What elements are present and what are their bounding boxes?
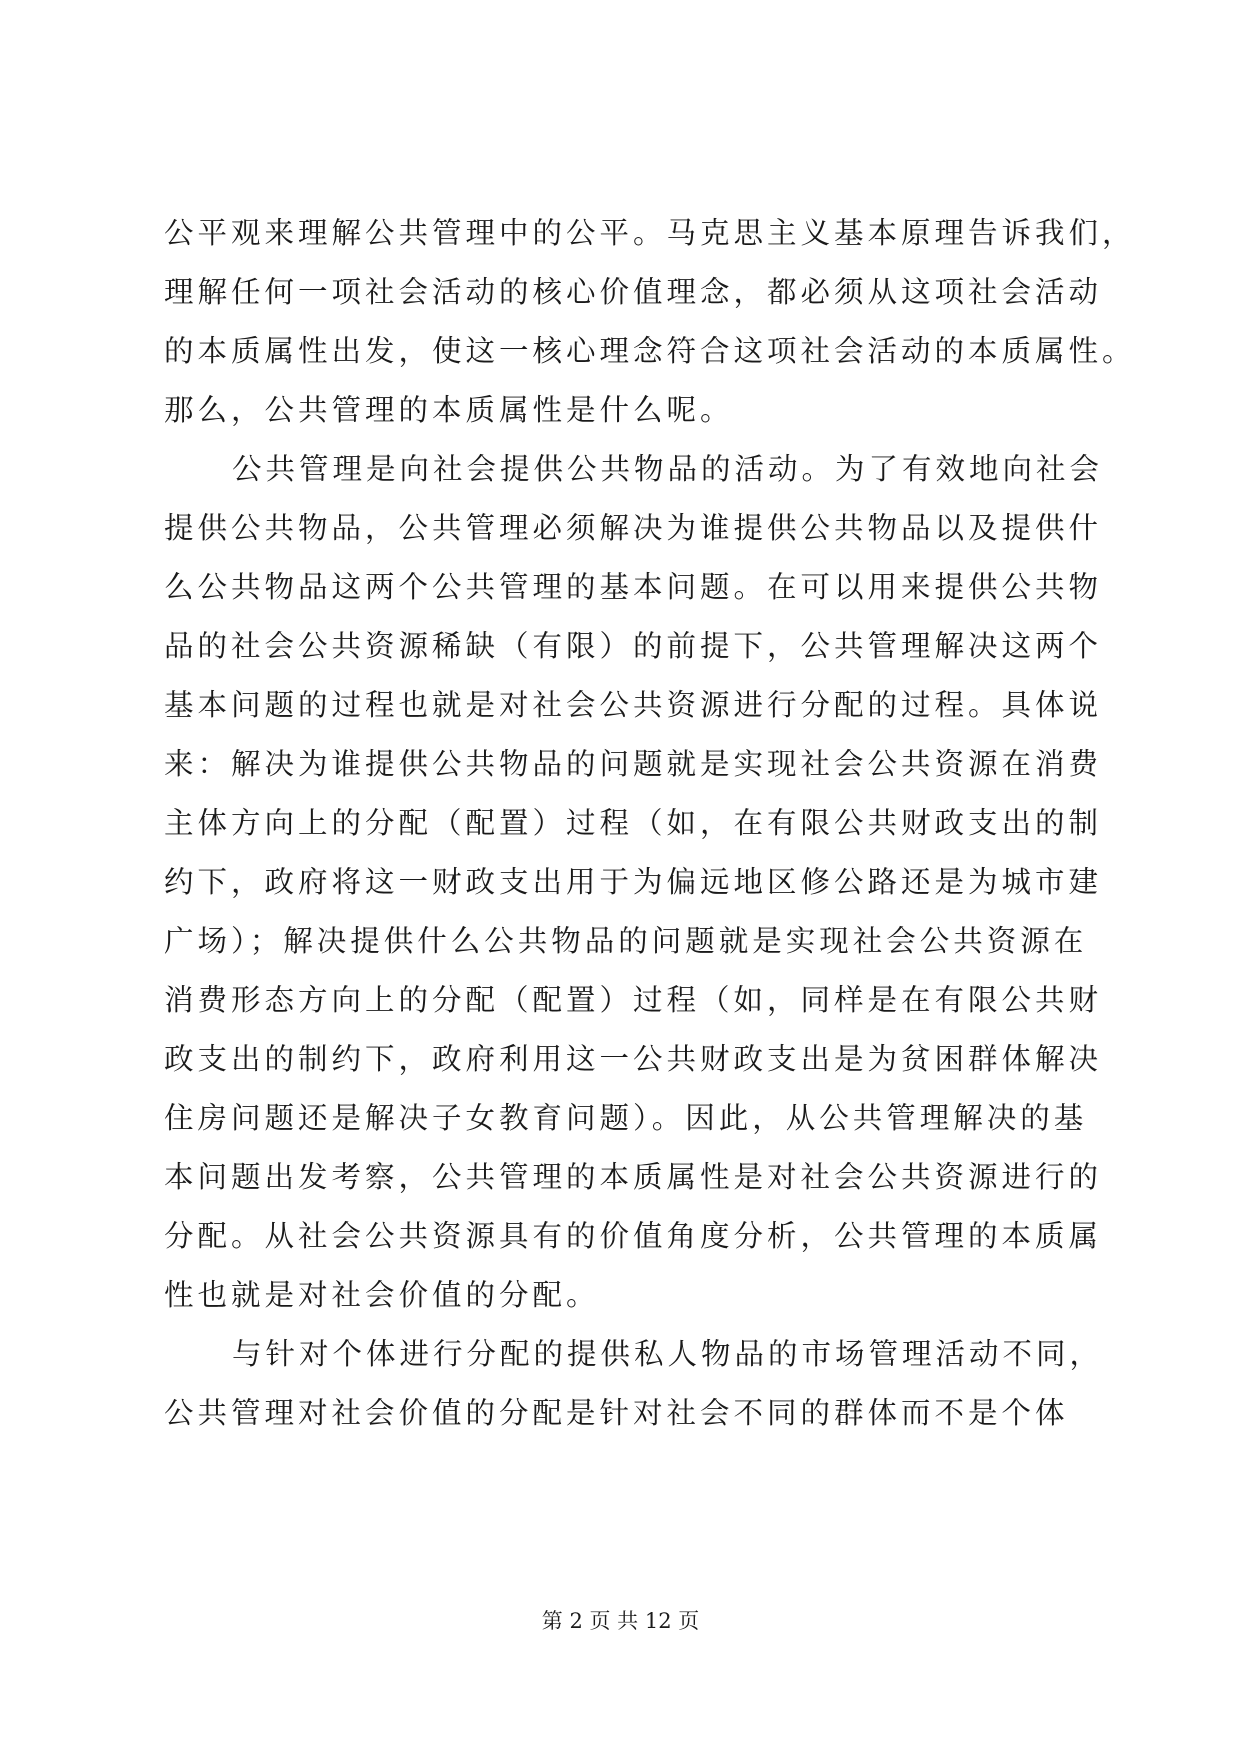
text-line: 住房问题还是解决子女教育问题）。因此，从公共管理解决的基 (164, 1101, 1088, 1135)
text-line: 来：解决为谁提供公共物品的问题就是实现社会公共资源在消费 (164, 747, 1103, 781)
text-line: 理解任何一项社会活动的核心价值理念，都必须从这项社会活动 (164, 275, 1103, 309)
text-line: 分配。从社会公共资源具有的价值角度分析，公共管理的本质属 (164, 1219, 1103, 1253)
text-line: 的本质属性出发，使这一核心理念符合这项社会活动的本质属性。 (164, 334, 1136, 368)
body-text (164, 204, 1136, 1443)
text-line: 广场）；解决提供什么公共物品的问题就是实现社会公共资源在 (164, 924, 1088, 958)
text-line: 性也就是对社会价值的分配。 (164, 1278, 600, 1312)
text-line: 品的社会公共资源稀缺（有限）的前提下，公共管理解决这两个 (164, 629, 1103, 663)
paragraph-first-line: 公共管理是向社会提供公共物品的活动。为了有效地向社会 (232, 452, 1104, 486)
text-line: 本问题出发考察，公共管理的本质属性是对社会公共资源进行的 (164, 1160, 1103, 1194)
text-line: 提供公共物品，公共管理必须解决为谁提供公共物品以及提供什 (164, 511, 1103, 545)
text-line: 基本问题的过程也就是对社会公共资源进行分配的过程。具体说 (164, 688, 1103, 722)
text-line: 政支出的制约下，政府利用这一公共财政支出是为贫困群体解决 (164, 1042, 1103, 1076)
text-line: 消费形态方向上的分配（配置）过程（如，同样是在有限公共财 (164, 983, 1103, 1017)
text-line: 公共管理对社会价值的分配是针对社会不同的群体而不是个体 (164, 1396, 1069, 1430)
paragraph-first-line: 与针对个体进行分配的提供私人物品的市场管理活动不同， (232, 1337, 1104, 1371)
text-line: 那么，公共管理的本质属性是什么呢。 (164, 393, 734, 427)
text-line: 主体方向上的分配（配置）过程（如，在有限公共财政支出的制 (164, 806, 1103, 840)
text-line: 么公共物品这两个公共管理的基本问题。在可以用来提供公共物 (164, 570, 1103, 604)
page-footer: 第 2 页 共 12 页 (541, 1609, 700, 1633)
text-line: 约下，政府将这一财政支出用于为偏远地区修公路还是为城市建 (164, 865, 1103, 899)
text-line: 公平观来理解公共管理中的公平。马克思主义基本原理告诉我们， (164, 216, 1136, 250)
